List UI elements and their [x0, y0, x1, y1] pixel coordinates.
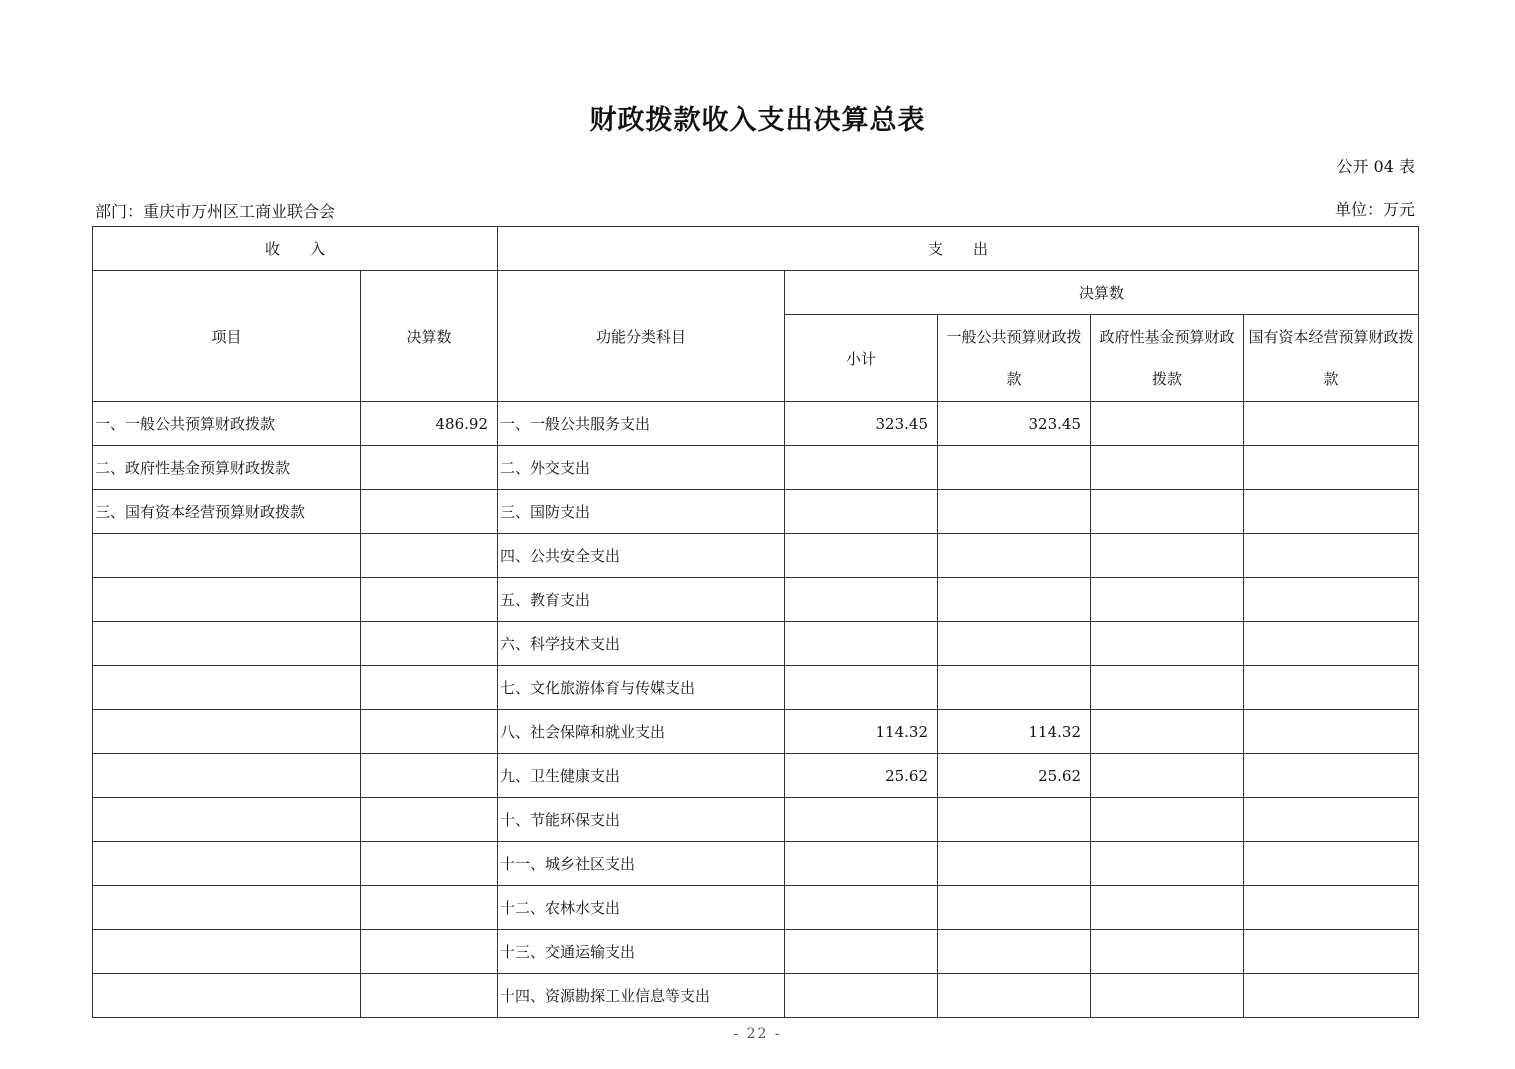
income-item-cell: 三、国有资本经营预算财政拨款 [93, 490, 361, 534]
income-amount-cell [361, 930, 498, 974]
expense-item-cell: 三、国防支出 [498, 490, 785, 534]
state-capital-cell [1244, 842, 1419, 886]
subtotal-header: 小计 [785, 315, 938, 402]
general-budget-cell [938, 798, 1091, 842]
expense-item-cell: 七、文化旅游体育与传媒支出 [498, 666, 785, 710]
general-budget-cell [938, 974, 1091, 1018]
expense-item-cell: 十三、交通运输支出 [498, 930, 785, 974]
subtotal-cell [785, 974, 938, 1018]
state-capital-cell [1244, 578, 1419, 622]
state-capital-cell [1244, 710, 1419, 754]
income-item-cell: 一、一般公共预算财政拨款 [93, 402, 361, 446]
item-header: 项目 [93, 271, 361, 402]
expense-item-cell: 十二、农林水支出 [498, 886, 785, 930]
general-budget-cell: 323.45 [938, 402, 1091, 446]
subtotal-cell [785, 446, 938, 490]
income-amount-cell [361, 974, 498, 1018]
function-class-header: 功能分类科目 [498, 271, 785, 402]
expense-item-cell: 八、社会保障和就业支出 [498, 710, 785, 754]
gov-fund-cell [1091, 754, 1244, 798]
income-item-cell [93, 754, 361, 798]
table-row [93, 974, 1419, 1018]
income-amount-cell: 486.92 [361, 402, 498, 446]
gov-fund-cell [1091, 622, 1244, 666]
general-budget-header: 一般公共预算财政拨款 [938, 315, 1091, 402]
table-row [93, 842, 1419, 886]
table-row [93, 402, 1419, 446]
income-amount-cell [361, 754, 498, 798]
expense-item-cell: 十四、资源勘探工业信息等支出 [498, 974, 785, 1018]
gov-fund-cell [1091, 930, 1244, 974]
department-label: 部门：重庆市万州区工商业联合会 [95, 202, 336, 221]
subtotal-cell [785, 886, 938, 930]
income-item-cell [93, 666, 361, 710]
table-row [93, 490, 1419, 534]
expense-item-cell: 四、公共安全支出 [498, 534, 785, 578]
page-number: - 22 - [733, 1026, 782, 1042]
subtotal-cell: 323.45 [785, 402, 938, 446]
state-capital-cell [1244, 666, 1419, 710]
state-capital-cell [1244, 974, 1419, 1018]
gov-fund-header: 政府性基金预算财政拨款 [1091, 315, 1244, 402]
general-budget-cell [938, 886, 1091, 930]
subtotal-cell [785, 842, 938, 886]
gov-fund-cell [1091, 402, 1244, 446]
page-title: 财政拨款收入支出决算总表 [589, 105, 926, 136]
gov-fund-cell [1091, 490, 1244, 534]
income-amount-cell [361, 490, 498, 534]
income-amount-cell [361, 622, 498, 666]
income-amount-cell [361, 842, 498, 886]
gov-fund-cell [1091, 710, 1244, 754]
table-row [93, 622, 1419, 666]
income-amount-cell [361, 710, 498, 754]
income-item-cell [93, 710, 361, 754]
general-budget-cell [938, 622, 1091, 666]
final-accounts-table [92, 226, 1419, 1018]
income-header: 收 入 [93, 227, 498, 271]
income-amount-cell [361, 798, 498, 842]
table-row [93, 798, 1419, 842]
expense-header: 支 出 [498, 227, 1419, 271]
general-budget-cell: 114.32 [938, 710, 1091, 754]
income-item-cell [93, 534, 361, 578]
state-capital-cell [1244, 798, 1419, 842]
expense-item-cell: 六、科学技术支出 [498, 622, 785, 666]
general-budget-cell [938, 490, 1091, 534]
income-item-cell [93, 798, 361, 842]
state-capital-cell [1244, 490, 1419, 534]
general-budget-cell [938, 930, 1091, 974]
final-amount-group-header: 决算数 [785, 271, 1419, 315]
income-item-cell [93, 974, 361, 1018]
header-row-1 [93, 227, 1419, 271]
expense-item-cell: 九、卫生健康支出 [498, 754, 785, 798]
subtotal-cell: 25.62 [785, 754, 938, 798]
gov-fund-cell [1091, 974, 1244, 1018]
state-capital-cell [1244, 886, 1419, 930]
income-amount-header: 决算数 [361, 271, 498, 402]
table-row [93, 754, 1419, 798]
gov-fund-cell [1091, 534, 1244, 578]
income-item-cell [93, 930, 361, 974]
gov-fund-cell [1091, 842, 1244, 886]
income-item-cell [93, 622, 361, 666]
expense-item-cell: 二、外交支出 [498, 446, 785, 490]
general-budget-cell [938, 666, 1091, 710]
state-capital-cell [1244, 534, 1419, 578]
expense-item-cell: 一、一般公共服务支出 [498, 402, 785, 446]
gov-fund-cell [1091, 578, 1244, 622]
income-item-cell [93, 578, 361, 622]
income-item-cell [93, 886, 361, 930]
expense-item-cell: 十、节能环保支出 [498, 798, 785, 842]
subtotal-cell [785, 490, 938, 534]
gov-fund-cell [1091, 666, 1244, 710]
income-amount-cell [361, 534, 498, 578]
general-budget-cell: 25.62 [938, 754, 1091, 798]
expense-item-cell: 五、教育支出 [498, 578, 785, 622]
general-budget-cell [938, 842, 1091, 886]
income-item-cell: 二、政府性基金预算财政拨款 [93, 446, 361, 490]
subtotal-cell [785, 930, 938, 974]
state-capital-header: 国有资本经营预算财政拨款 [1244, 315, 1419, 402]
subtotal-cell [785, 578, 938, 622]
state-capital-cell [1244, 446, 1419, 490]
unit-label: 单位：万元 [1334, 200, 1415, 219]
general-budget-cell [938, 578, 1091, 622]
state-capital-cell [1244, 402, 1419, 446]
subtotal-cell [785, 798, 938, 842]
subtotal-cell: 114.32 [785, 710, 938, 754]
income-amount-cell [361, 666, 498, 710]
table-row [93, 446, 1419, 490]
state-capital-cell [1244, 930, 1419, 974]
general-budget-cell [938, 446, 1091, 490]
table-row [93, 710, 1419, 754]
income-item-cell [93, 842, 361, 886]
subtotal-cell [785, 534, 938, 578]
income-amount-cell [361, 446, 498, 490]
table-row [93, 534, 1419, 578]
state-capital-cell [1244, 622, 1419, 666]
subtotal-cell [785, 622, 938, 666]
gov-fund-cell [1091, 446, 1244, 490]
expense-item-cell: 十一、城乡社区支出 [498, 842, 785, 886]
gov-fund-cell [1091, 886, 1244, 930]
table-row [93, 886, 1419, 930]
income-amount-cell [361, 578, 498, 622]
gov-fund-cell [1091, 798, 1244, 842]
subtotal-cell [785, 666, 938, 710]
table-row [93, 578, 1419, 622]
header-row-2 [93, 271, 1419, 315]
state-capital-cell [1244, 754, 1419, 798]
table-row [93, 666, 1419, 710]
general-budget-cell [938, 534, 1091, 578]
form-number: 公开 04 表 [1336, 157, 1415, 176]
table-row [93, 930, 1419, 974]
income-amount-cell [361, 886, 498, 930]
